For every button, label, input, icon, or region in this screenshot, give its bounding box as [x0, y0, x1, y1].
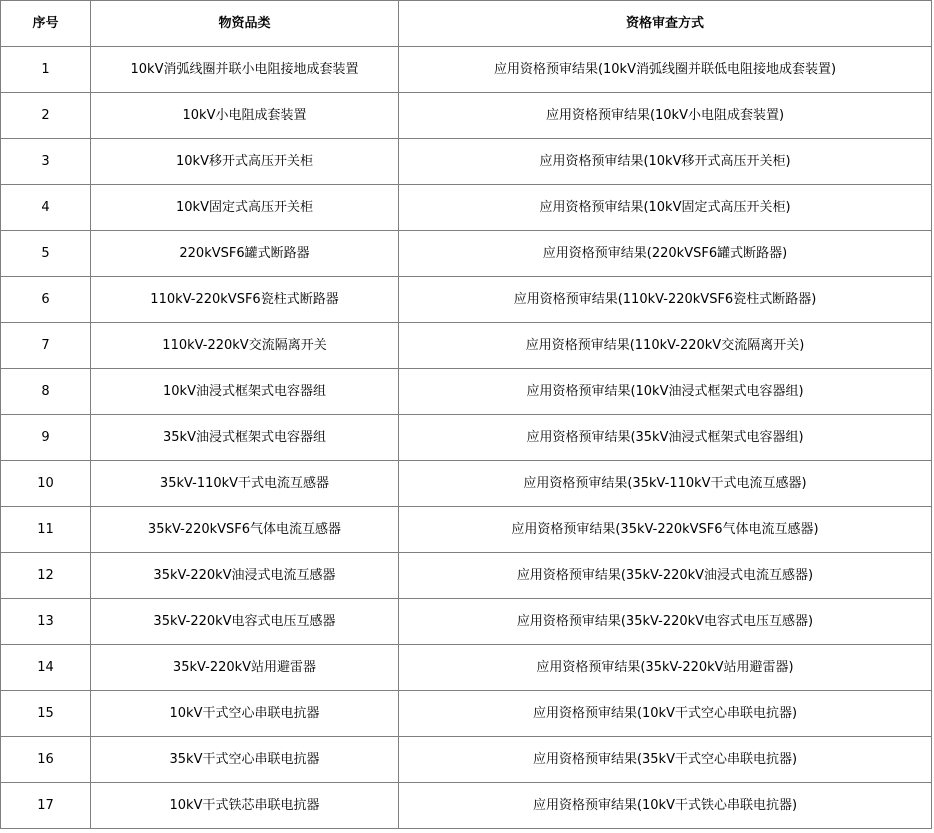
table-row: [1, 369, 932, 415]
cell-seq: 3: [1, 139, 91, 185]
cell-method: 应用资格预审结果(35kV油浸式框架式电容器组): [399, 415, 932, 461]
cell-category: 10kV移开式高压开关柜: [91, 139, 399, 185]
table-row: [1, 599, 932, 645]
header-row: [1, 1, 932, 47]
cell-method: 应用资格预审结果(10kV油浸式框架式电容器组): [399, 369, 932, 415]
table-row: [1, 691, 932, 737]
table-row: [1, 139, 932, 185]
cell-method: 应用资格预审结果(110kV-220kVSF6瓷柱式断路器): [399, 277, 932, 323]
cell-category: 10kV干式铁芯串联电抗器: [91, 783, 399, 829]
table-row: [1, 553, 932, 599]
header-method: 资格审查方式: [399, 1, 932, 47]
cell-seq: 7: [1, 323, 91, 369]
table-row: [1, 185, 932, 231]
cell-seq: 4: [1, 185, 91, 231]
cell-seq: 12: [1, 553, 91, 599]
cell-seq: 8: [1, 369, 91, 415]
cell-category: 10kV小电阻成套装置: [91, 93, 399, 139]
table-row: [1, 461, 932, 507]
table-body: [1, 47, 932, 829]
cell-category: 35kV干式空心串联电抗器: [91, 737, 399, 783]
table-row: [1, 783, 932, 829]
cell-seq: 13: [1, 599, 91, 645]
cell-seq: 10: [1, 461, 91, 507]
cell-method: 应用资格预审结果(35kV干式空心串联电抗器): [399, 737, 932, 783]
cell-category: 35kV-220kVSF6气体电流互感器: [91, 507, 399, 553]
cell-method: 应用资格预审结果(10kV小电阻成套装置): [399, 93, 932, 139]
cell-seq: 6: [1, 277, 91, 323]
table-row: [1, 415, 932, 461]
cell-seq: 14: [1, 645, 91, 691]
table-row: [1, 323, 932, 369]
cell-category: 110kV-220kV交流隔离开关: [91, 323, 399, 369]
cell-method: 应用资格预审结果(35kV-220kV站用避雷器): [399, 645, 932, 691]
cell-seq: 15: [1, 691, 91, 737]
header-category: 物资品类: [91, 1, 399, 47]
cell-method: 应用资格预审结果(35kV-220kV电容式电压互感器): [399, 599, 932, 645]
cell-category: 220kVSF6罐式断路器: [91, 231, 399, 277]
cell-method: 应用资格预审结果(10kV干式铁心串联电抗器): [399, 783, 932, 829]
cell-category: 35kV-220kV油浸式电流互感器: [91, 553, 399, 599]
cell-seq: 16: [1, 737, 91, 783]
cell-category: 35kV-220kV站用避雷器: [91, 645, 399, 691]
cell-method: 应用资格预审结果(35kV-220kVSF6气体电流互感器): [399, 507, 932, 553]
cell-category: 10kV固定式高压开关柜: [91, 185, 399, 231]
table-row: [1, 507, 932, 553]
cell-category: 35kV油浸式框架式电容器组: [91, 415, 399, 461]
cell-category: 35kV-220kV电容式电压互感器: [91, 599, 399, 645]
table-row: [1, 231, 932, 277]
cell-method: 应用资格预审结果(10kV干式空心串联电抗器): [399, 691, 932, 737]
table-row: [1, 645, 932, 691]
cell-method: 应用资格预审结果(110kV-220kV交流隔离开关): [399, 323, 932, 369]
table-row: [1, 277, 932, 323]
cell-method: 应用资格预审结果(220kVSF6罐式断路器): [399, 231, 932, 277]
cell-method: 应用资格预审结果(35kV-220kV油浸式电流互感器): [399, 553, 932, 599]
cell-seq: 9: [1, 415, 91, 461]
cell-method: 应用资格预审结果(10kV固定式高压开关柜): [399, 185, 932, 231]
cell-method: 应用资格预审结果(10kV移开式高压开关柜): [399, 139, 932, 185]
cell-category: 10kV消弧线圈并联小电阻接地成套装置: [91, 47, 399, 93]
table-row: [1, 737, 932, 783]
cell-method: 应用资格预审结果(10kV消弧线圈并联低电阻接地成套装置): [399, 47, 932, 93]
table-row: [1, 93, 932, 139]
table-header: [1, 1, 932, 47]
table-row: [1, 47, 932, 93]
cell-seq: 2: [1, 93, 91, 139]
cell-category: 10kV干式空心串联电抗器: [91, 691, 399, 737]
cell-category: 35kV-110kV干式电流互感器: [91, 461, 399, 507]
cell-seq: 5: [1, 231, 91, 277]
cell-category: 10kV油浸式框架式电容器组: [91, 369, 399, 415]
cell-seq: 1: [1, 47, 91, 93]
header-seq: 序号: [1, 1, 91, 47]
cell-method: 应用资格预审结果(35kV-110kV干式电流互感器): [399, 461, 932, 507]
cell-category: 110kV-220kVSF6瓷柱式断路器: [91, 277, 399, 323]
cell-seq: 11: [1, 507, 91, 553]
cell-seq: 17: [1, 783, 91, 829]
